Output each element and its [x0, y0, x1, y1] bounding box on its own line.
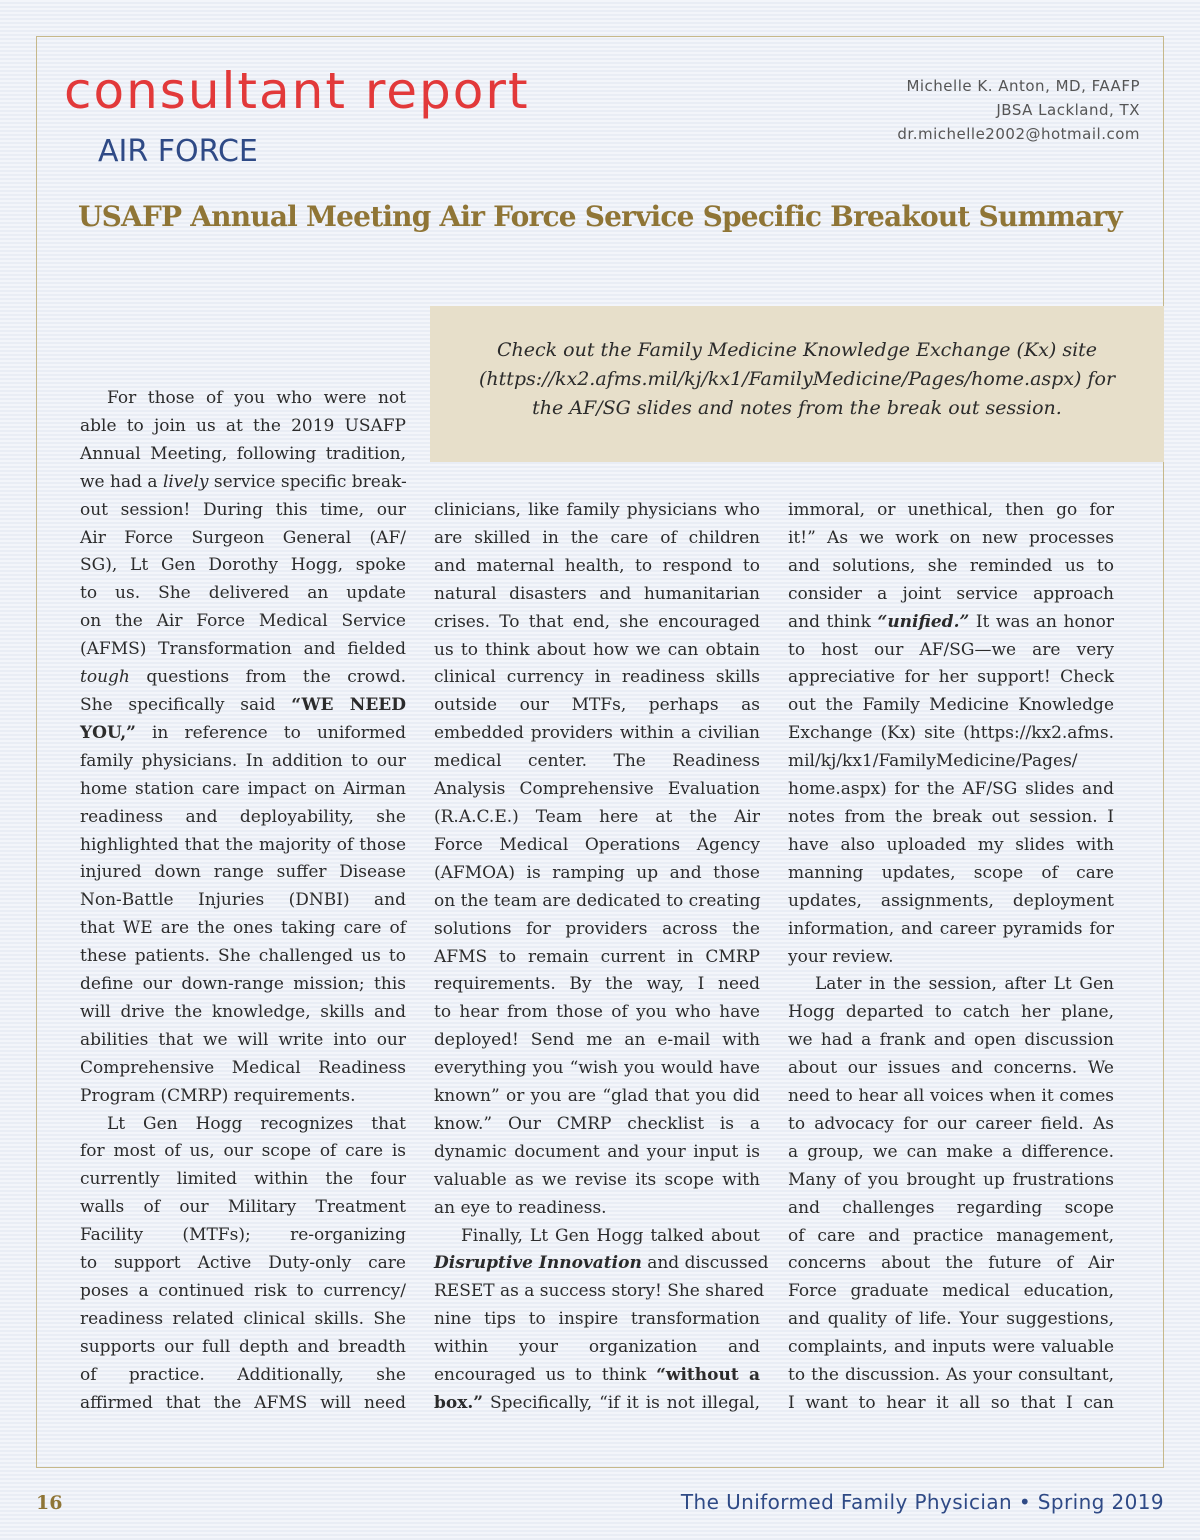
text-line [434, 525, 760, 553]
text-line [434, 581, 760, 609]
text-run: Force Medical Operations Agency [434, 834, 760, 855]
text-line [80, 441, 406, 469]
text-line [80, 385, 406, 413]
text-line [80, 608, 406, 636]
text-run: to support Active Duty-only care [80, 1253, 406, 1274]
text-run: Facility (MTFs); re-organizing [80, 1225, 406, 1246]
text-run: us to think about how we can obtain [434, 639, 760, 660]
text-line [80, 971, 406, 999]
text-run: mil/kj/kx1/FamilyMedicine/Pages/ [788, 751, 1078, 772]
text-run: supports our full depth and breadth [80, 1336, 406, 1357]
text-run: have also uploaded my slides with [788, 834, 1114, 855]
text-line [80, 1027, 406, 1055]
text-run: concerns about the future of Air [788, 1253, 1114, 1274]
text-run: family physicians. In addition to our [80, 750, 406, 771]
text-line [788, 832, 1114, 860]
text-run: Program (CMRP) requirements. [80, 1085, 356, 1106]
text-run: notes from the break out session. I [788, 806, 1114, 827]
emphasis-text: “WE NEED [291, 694, 406, 715]
emphasis-text: lively [162, 471, 209, 492]
text-run: encouraged us to think [434, 1365, 657, 1386]
text-run: it!” As we work on new processes [788, 527, 1114, 548]
text-run: and maternal health, to respond to [434, 555, 760, 576]
text-line [434, 664, 760, 692]
text-line [788, 553, 1114, 581]
text-run: RESET as a success story! She shared [434, 1281, 765, 1302]
text-line [80, 692, 406, 720]
text-run: abilities that we will write into our [80, 1029, 406, 1050]
text-line [788, 525, 1114, 553]
text-run: (R.A.C.E.) Team here at the Air [434, 806, 760, 827]
text-line [788, 1250, 1114, 1278]
text-line [434, 860, 760, 888]
emphasis-text: box.” [434, 1393, 484, 1413]
text-line [788, 609, 1114, 637]
text-line [80, 1111, 406, 1139]
text-run: of practice. Additionally, she [80, 1364, 406, 1385]
text-run: for most of us, our scope of care is [80, 1141, 406, 1162]
text-run: we had a [80, 471, 163, 492]
text-run: highlighted that the majority of those [80, 834, 406, 855]
text-line [434, 971, 760, 999]
text-run: dynamic document and your input is [434, 1141, 760, 1162]
article-column-1 [80, 385, 406, 1418]
text-line [788, 1334, 1114, 1362]
section-title: consultant report [64, 62, 530, 120]
text-run: (AFMS) Transformation and fielded [80, 639, 406, 660]
text-line [434, 553, 760, 581]
text-run: deployed! Send me an e-mail with [434, 1030, 760, 1051]
text-line [80, 497, 406, 525]
text-run: your review. [788, 946, 894, 967]
text-run: home.aspx) for the AF/SG slides and [788, 779, 1114, 800]
text-run: will drive the knowledge, skills and [80, 1001, 406, 1022]
text-run: clinicians, like family physicians who [434, 500, 760, 520]
text-run: I want to hear it all so that I can [788, 1393, 1114, 1413]
text-run: to us. She delivered an update [80, 583, 406, 604]
text-line [788, 1139, 1114, 1167]
text-line [80, 1306, 406, 1334]
text-run: SG), Lt Gen Dorothy Hogg, spoke [80, 555, 406, 576]
text-line [788, 971, 1114, 999]
text-run: outside our MTFs, perhaps as [434, 695, 760, 716]
text-line [80, 1194, 406, 1222]
article-column-2 [434, 497, 769, 1418]
text-run: in reference to uniformed [135, 722, 406, 743]
text-line [788, 888, 1114, 916]
text-run: Analysis Comprehensive Evaluation [434, 779, 760, 800]
text-run: about our issues and concerns. We [788, 1058, 1114, 1079]
text-line [788, 776, 1114, 804]
emphasis-text: tough [80, 667, 130, 688]
text-line [80, 1362, 406, 1390]
text-run: and challenges regarding scope [788, 1197, 1114, 1218]
callout-line-link[interactable]: (https://kx2.afms.mil/kj/kx1/FamilyMedicine/Pages/home.aspx) for [478, 368, 1116, 390]
text-run: solutions for providers across the [434, 918, 760, 939]
text-run: updates, assignments, deployment [788, 890, 1114, 911]
text-line [80, 552, 406, 580]
publication-footer: The Uniformed Family Physician • Spring 2019 [680, 1490, 1164, 1514]
text-run: complaints, and inputs were valuable [788, 1337, 1114, 1358]
text-line [434, 692, 760, 720]
article-paragraph [788, 497, 1114, 971]
text-run: readiness and deployability, she [80, 806, 406, 827]
text-line [434, 999, 760, 1027]
text-line [788, 916, 1114, 944]
text-line [434, 1027, 760, 1055]
text-line [788, 581, 1114, 609]
text-line [434, 1334, 760, 1362]
text-run: It was an honor [969, 611, 1114, 632]
text-run: Finally, Lt Gen Hogg talked about [461, 1225, 760, 1246]
text-line [80, 748, 406, 776]
text-run: Air Force Surgeon General (AF/ [80, 527, 406, 548]
text-run: out the Family Medicine Knowledge [788, 695, 1114, 716]
text-line [788, 860, 1114, 888]
text-line [80, 720, 406, 748]
author-location: JBSA Lackland, TX [996, 101, 1140, 119]
text-line [434, 1223, 760, 1251]
article-column-3 [788, 497, 1114, 1418]
callout-line: the AF/SG slides and notes from the break out session. [532, 397, 1062, 419]
text-run: are skilled in the care of children [434, 527, 760, 548]
emphasis-text: YOU,” [80, 722, 136, 743]
text-run: readiness related clinical skills. She [80, 1308, 406, 1329]
text-run: to the discussion. As your consultant, [788, 1365, 1114, 1386]
text-line [788, 1223, 1114, 1251]
text-run: appreciative for her support! Check [788, 667, 1114, 688]
text-line [788, 1083, 1114, 1111]
text-line [434, 776, 760, 804]
text-line [434, 1362, 760, 1390]
text-line [434, 720, 760, 748]
text-run: crises. To that end, she encouraged [434, 611, 760, 632]
text-run: within your organization and [434, 1337, 760, 1358]
text-run: on the Air Force Medical Service [80, 611, 406, 632]
text-line [788, 1027, 1114, 1055]
text-run: out session! During this time, our [80, 499, 406, 520]
text-line [788, 1306, 1114, 1334]
text-line [434, 609, 760, 637]
text-line [434, 1055, 760, 1083]
text-run: currently limited within the four [80, 1169, 406, 1190]
text-line [80, 1250, 406, 1278]
text-line [788, 1167, 1114, 1195]
text-line [788, 1362, 1114, 1390]
article-paragraph [788, 971, 1114, 1418]
text-line [80, 1138, 406, 1166]
text-line [434, 637, 760, 665]
emphasis-text: “unified.” [877, 611, 970, 632]
text-line [788, 497, 1114, 525]
text-run: and discussed [641, 1253, 769, 1274]
text-line [80, 580, 406, 608]
text-line [788, 1278, 1114, 1306]
text-run: affirmed that the AFMS will need [80, 1392, 406, 1413]
emphasis-text: “without a [656, 1365, 760, 1386]
article-paragraph [434, 497, 760, 1223]
text-line [788, 1111, 1114, 1139]
text-run: Later in the session, after Lt Gen [815, 974, 1114, 995]
text-line [434, 748, 760, 776]
text-run: and solutions, she reminded us to [788, 555, 1114, 576]
text-line [788, 637, 1114, 665]
text-run: to hear from those of you who have [434, 1002, 760, 1023]
text-line [80, 943, 406, 971]
text-run: define our down-range mission; this [80, 974, 406, 995]
text-line [788, 944, 1114, 972]
text-line [434, 497, 760, 525]
author-name: Michelle K. Anton, MD, FAAFP [906, 77, 1140, 95]
text-run: Lt Gen Hogg recognizes that [107, 1113, 406, 1134]
text-line [434, 1306, 760, 1334]
text-line [434, 1390, 760, 1418]
text-line [80, 1390, 406, 1418]
text-line [788, 748, 1114, 776]
text-line [80, 413, 406, 441]
text-line [788, 720, 1114, 748]
text-run: an eye to readiness. [434, 1197, 607, 1218]
text-line [80, 915, 406, 943]
text-line [80, 1334, 406, 1362]
text-run: Comprehensive Medical Readiness [80, 1057, 406, 1078]
text-line [80, 525, 406, 553]
text-run: questions from the crowd. [129, 667, 406, 688]
text-run: For those of you who were not [107, 388, 406, 408]
text-run: Specifically, “if it is not illegal, [483, 1393, 760, 1413]
text-line [434, 832, 760, 860]
text-line [80, 887, 406, 915]
text-run: valuable as we revise its scope with [434, 1169, 760, 1190]
text-line [80, 636, 406, 664]
text-line [434, 1278, 765, 1306]
text-run: embedded providers within a civilian [434, 723, 760, 744]
text-run: able to join us at the 2019 USAFP [80, 415, 406, 436]
text-run: (AFMOA) is ramping up and those [434, 862, 760, 883]
text-run: manning updates, scope of care [788, 862, 1114, 883]
text-line [788, 692, 1114, 720]
text-line [788, 804, 1114, 832]
text-run: nine tips to inspire transformation [434, 1309, 760, 1330]
text-line [434, 1167, 760, 1195]
text-run: injured down range suffer Disease [80, 862, 406, 883]
text-run: on the team are dedicated to creating [434, 890, 761, 911]
text-run: that WE are the ones taking care of [80, 918, 406, 939]
text-run: to host our AF/SG—we are very [788, 639, 1114, 660]
text-run: walls of our Military Treatment [80, 1197, 406, 1218]
text-line [80, 832, 406, 860]
text-line [434, 1195, 760, 1223]
text-line [80, 999, 406, 1027]
text-run: Force graduate medical education, [788, 1281, 1114, 1302]
emphasis-text: Disruptive Innovation [434, 1253, 642, 1274]
author-email[interactable]: dr.michelle2002@hotmail.com [897, 125, 1140, 143]
text-line [80, 804, 406, 832]
text-run: Exchange (Kx) site (https://kx2.afms. [788, 723, 1114, 744]
article-headline: USAFP Annual Meeting Air Force Service Specific Breakout Summary [78, 200, 1122, 233]
text-run: consider a joint service approach [788, 583, 1114, 604]
text-run: these patients. She challenged us to [80, 946, 406, 967]
text-run: known” or you are “glad that you did [434, 1086, 760, 1107]
page-number: 16 [36, 1492, 63, 1514]
text-run: information, and career pyramids for [788, 918, 1114, 939]
article-paragraph [434, 1223, 769, 1418]
text-line [80, 859, 406, 887]
text-run: a group, we can make a difference. [788, 1141, 1114, 1162]
text-run: of care and practice management, [788, 1225, 1114, 1246]
text-line [788, 664, 1114, 692]
text-run: we had a frank and open discussion [788, 1030, 1114, 1051]
text-run: Annual Meeting, following tradition, [80, 443, 406, 464]
text-run: to advocacy for our career field. As [788, 1113, 1114, 1134]
text-line [434, 888, 760, 916]
text-line [80, 1166, 406, 1194]
text-line [80, 1278, 406, 1306]
text-line [80, 469, 406, 497]
text-run: and think [788, 611, 878, 632]
text-run: and quality of life. Your suggestions, [788, 1309, 1114, 1330]
text-run: Many of you brought up frustrations [788, 1169, 1114, 1190]
text-line [434, 1250, 769, 1278]
text-run: clinical currency in readiness skills [434, 667, 760, 688]
text-line [788, 1390, 1114, 1418]
text-run: service specific break- [208, 471, 407, 492]
text-run: natural disasters and humanitarian [434, 583, 760, 604]
text-run: She specifically said [80, 694, 292, 715]
text-line [80, 1222, 406, 1250]
callout-box [430, 306, 1164, 462]
article-paragraph [80, 1111, 406, 1418]
article-paragraph [80, 385, 406, 1111]
text-run: AFMS to remain current in CMRP [434, 946, 760, 967]
section-subtitle: AIR FORCE [98, 134, 258, 169]
text-run: need to hear all voices when it comes [788, 1086, 1114, 1107]
text-line [80, 1083, 406, 1111]
text-line [434, 1111, 760, 1139]
text-line [434, 1083, 760, 1111]
text-run: everything you “wish you would have [434, 1058, 760, 1079]
text-run: home station care impact on Airman [80, 778, 406, 799]
text-line [788, 999, 1114, 1027]
text-run: requirements. By the way, I need [434, 974, 760, 995]
text-run: poses a continued risk to currency/ [80, 1281, 406, 1301]
text-line [80, 776, 406, 804]
text-line [434, 944, 760, 972]
text-line [788, 1195, 1114, 1223]
text-run: Non-Battle Injuries (DNBI) and [80, 890, 406, 911]
author-block [897, 74, 1140, 146]
text-run: Hogg departed to catch her plane, [788, 1002, 1114, 1023]
text-line [80, 1055, 406, 1083]
text-line [788, 1055, 1114, 1083]
text-line [434, 916, 760, 944]
text-run: medical center. The Readiness [434, 751, 760, 772]
text-run: know.” Our CMRP checklist is a [434, 1113, 760, 1134]
text-line [434, 1139, 760, 1167]
callout-line: Check out the Family Medicine Knowledge Exchange (Kx) site [496, 339, 1098, 361]
text-line [434, 804, 760, 832]
text-line [80, 664, 406, 692]
text-run: immoral, or unethical, then go for [788, 500, 1114, 520]
